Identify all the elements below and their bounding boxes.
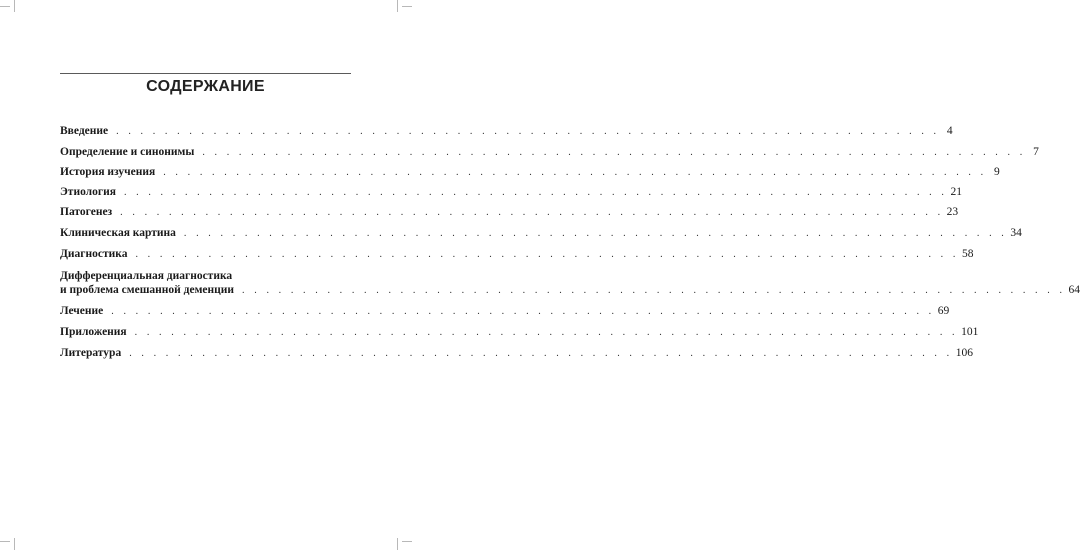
toc-entry-title-line-1: Дифференциальная диагностика	[60, 270, 233, 282]
toc-entry-page: 23	[946, 206, 959, 218]
crop-mark-bottom-right-vertical	[397, 538, 398, 550]
toc-entry-page: 9	[993, 166, 1000, 178]
toc-entry-page: 34	[1010, 227, 1022, 239]
crop-mark-top-right-horizontal	[402, 6, 412, 7]
toc-entry-pathogenesis[interactable]	[60, 205, 959, 220]
toc-entry-title: Определение и синонимы	[60, 146, 195, 158]
toc-entry-clinical-picture[interactable]	[60, 226, 1022, 241]
dot-leader: . . . . . . . . . . . . . . . . . . . . . . . . . . . . . . . . . . . . . . . . . . . . . . . . . . . . . . . . . . . . . . . . . . . .	[129, 348, 953, 359]
toc-entry-title: Литература	[60, 347, 122, 359]
dot-leader: . . . . . . . . . . . . . . . . . . . . . . . . . . . . . . . . . . . . . . . . . . . . . . . . . . . . . . . . . . . . . . . . . . . .	[183, 228, 1008, 239]
crop-mark-top-right-vertical	[397, 0, 398, 12]
crop-mark-top-left-vertical	[14, 0, 15, 12]
dot-leader: . . . . . . . . . . . . . . . . . . . . . . . . . . . . . . . . . . . . . . . . . . . . . . . . . . . . . . . . . . . . . . . . . . . .	[202, 147, 1026, 158]
page-title: СОДЕРЖАНИЕ	[146, 78, 265, 95]
toc-entry-page: 69	[937, 305, 950, 317]
toc-entry-page: 58	[961, 248, 974, 260]
dot-leader: . . . . . . . . . . . . . . . . . . . . . . . . . . . . . . . . . . . . . . . . . . . . . . . . . . . . . . . . . . . . . . . . . . . .	[123, 187, 948, 198]
toc-entry-history[interactable]	[60, 165, 1000, 180]
toc-entry-appendices[interactable]	[60, 325, 979, 340]
toc-entry-title: Лечение	[60, 305, 104, 317]
toc-entry-title: История изучения	[60, 166, 156, 178]
toc-entry-title: Клиническая картина	[60, 227, 176, 239]
dot-leader: . . . . . . . . . . . . . . . . . . . . . . . . . . . . . . . . . . . . . . . . . . . . . . . . . . . . . . . . . . . . . . . . . . . .	[135, 249, 959, 260]
toc-entry-title-line-2: и проблема смешанной деменции	[60, 284, 235, 296]
toc-entry-page: 106	[955, 347, 973, 359]
toc-entry-treatment[interactable]	[60, 304, 950, 319]
toc-entry-page: 64	[1068, 284, 1080, 296]
toc-entry-page: 4	[946, 125, 953, 137]
crop-mark-bottom-left-vertical	[14, 538, 15, 550]
dot-leader: . . . . . . . . . . . . . . . . . . . . . . . . . . . . . . . . . . . . . . . . . . . . . . . . . . . . . . . . . . . . . . . . . . . .	[111, 306, 935, 317]
toc-entry-definition[interactable]	[60, 145, 1039, 160]
toc-entry-page: 21	[950, 186, 962, 198]
toc-entry-differential-diagnostics[interactable]	[60, 269, 1080, 298]
toc-entry-title: Патогенез	[60, 206, 113, 218]
crop-mark-top-left-horizontal	[0, 6, 10, 7]
crop-mark-bottom-right-horizontal	[402, 541, 412, 542]
toc-entry-etiology[interactable]	[60, 185, 962, 200]
toc-entry-diagnostics[interactable]	[60, 247, 974, 262]
toc-entry-title: Приложения	[60, 326, 127, 338]
dot-leader: . . . . . . . . . . . . . . . . . . . . . . . . . . . . . . . . . . . . . . . . . . . . . . . . . . . . . . . . . . . . . . . . . . . .	[116, 126, 940, 137]
toc-entry-literature[interactable]	[60, 346, 973, 361]
dot-leader: . . . . . . . . . . . . . . . . . . . . . . . . . . . . . . . . . . . . . . . . . . . . . . . . . . . . . . . . . . . . . . . . . . . .	[242, 285, 1066, 296]
toc-entry-introduction[interactable]	[60, 124, 953, 139]
toc-entry-title: Этиология	[60, 186, 116, 198]
toc-entry-page: 101	[961, 326, 979, 338]
toc-entry-title: Диагностика	[60, 248, 128, 260]
table-of-contents	[60, 0, 1080, 550]
dot-leader: . . . . . . . . . . . . . . . . . . . . . . . . . . . . . . . . . . . . . . . . . . . . . . . . . . . . . . . . . . . . . . . . . . . .	[163, 167, 987, 178]
dot-leader: . . . . . . . . . . . . . . . . . . . . . . . . . . . . . . . . . . . . . . . . . . . . . . . . . . . . . . . . . . . . . . . . . . . .	[120, 207, 944, 218]
toc-entry-title: Введение	[60, 125, 109, 137]
toc-entry-page: 7	[1033, 146, 1039, 158]
crop-mark-bottom-left-horizontal	[0, 541, 10, 542]
dot-leader: . . . . . . . . . . . . . . . . . . . . . . . . . . . . . . . . . . . . . . . . . . . . . . . . . . . . . . . . . . . . . . . . . . . .	[134, 327, 959, 338]
